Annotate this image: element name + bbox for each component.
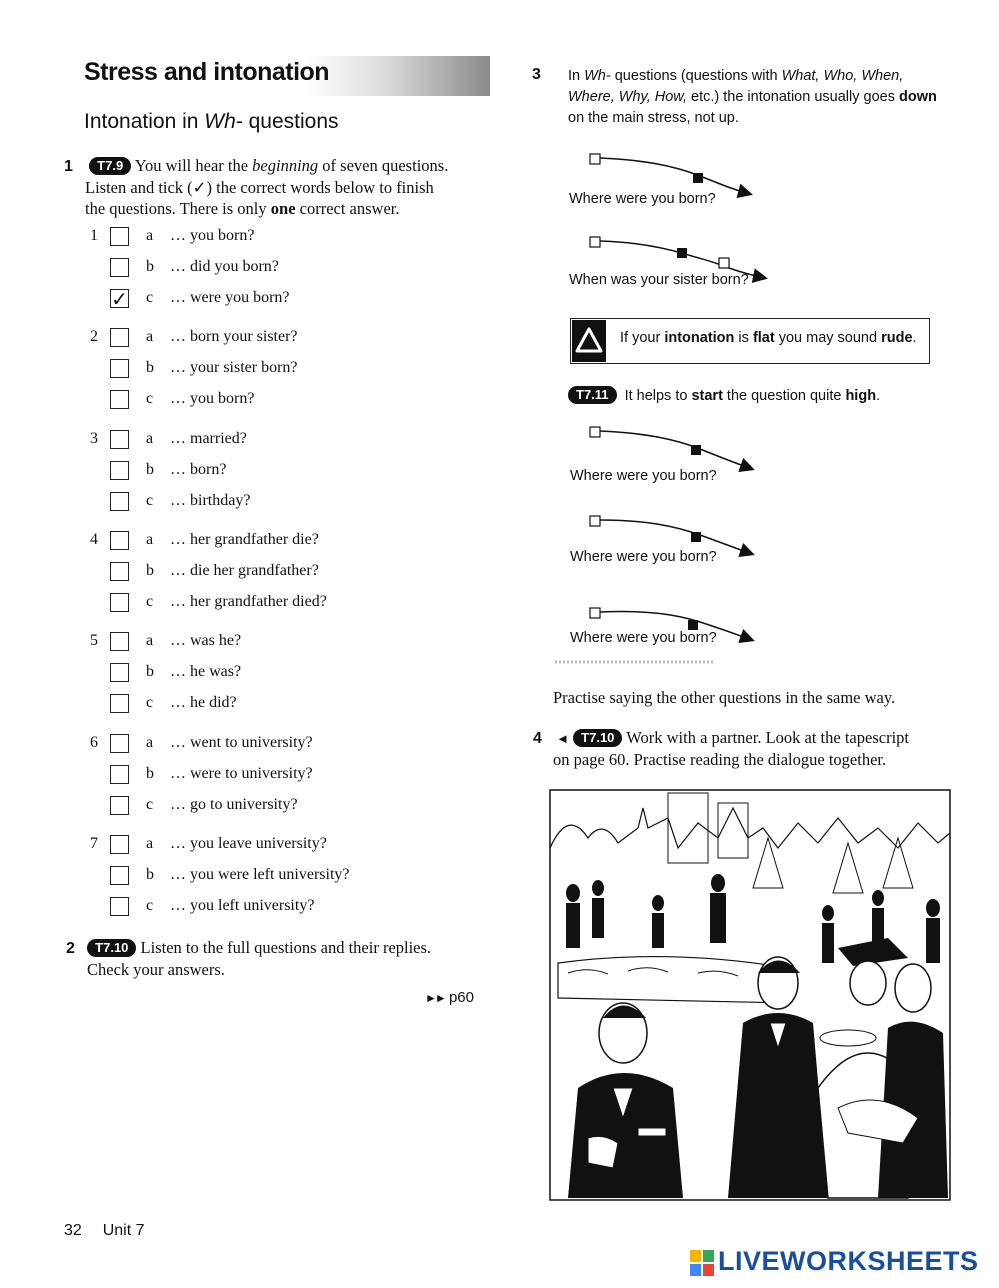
option-letter: a <box>146 430 154 447</box>
page-reference[interactable]: ►► p60 <box>425 989 474 1006</box>
answer-checkbox[interactable] <box>110 492 129 511</box>
check-mark-icon: ✓ <box>111 287 128 311</box>
liveworksheets-logo[interactable]: LIVEWORKSHEETS <box>718 1246 979 1276</box>
option-text: … you left university? <box>170 897 315 914</box>
intonation-arrow <box>590 427 752 469</box>
option-letter: b <box>146 663 154 680</box>
option-letter: a <box>146 835 154 852</box>
question-number: 2 <box>90 328 98 345</box>
answer-checkbox[interactable] <box>110 663 129 682</box>
answer-checkbox[interactable] <box>110 258 129 277</box>
option-text: … were you born? <box>170 289 290 306</box>
answer-checkbox[interactable] <box>110 632 129 651</box>
option-letter: a <box>146 531 154 548</box>
question-number: 3 <box>90 430 98 447</box>
answer-checkbox[interactable] <box>110 734 129 753</box>
exercise-3-text: In Wh- questions (questions with What, Who, When, Where, Why, How, etc.) the intonation usually goes down on the main stress, not up. <box>568 68 937 126</box>
answer-checkbox[interactable] <box>110 694 129 713</box>
option-letter: c <box>146 390 154 407</box>
option-text: … went to university? <box>170 734 313 751</box>
option-letter: c <box>146 492 154 509</box>
example-question: Where were you born? <box>570 468 717 484</box>
option-letter: b <box>146 258 154 275</box>
option-letter: a <box>146 734 154 751</box>
intonation-arrow <box>590 154 750 194</box>
intonation-diagrams <box>555 140 775 670</box>
option-text: … her grandfather died? <box>170 593 327 610</box>
option-letter: c <box>146 694 154 711</box>
option-letter: c <box>146 289 154 306</box>
answer-checkbox[interactable] <box>110 765 129 784</box>
answer-checkbox[interactable] <box>110 390 129 409</box>
option-text: … you born? <box>170 390 255 407</box>
audio-badge[interactable]: T7.9 <box>89 157 131 175</box>
example-question: Where were you born? <box>570 630 717 646</box>
option-text: … her grandfather die? <box>170 531 319 548</box>
option-text: … he was? <box>170 663 242 680</box>
option-text: … was he? <box>170 632 242 649</box>
exercise-number: 1 <box>64 158 73 175</box>
section-subtitle: Intonation in Wh- questions <box>84 110 339 133</box>
audio-badge[interactable]: T7.10 <box>573 729 622 747</box>
question-number: 5 <box>90 632 98 649</box>
answer-checkbox[interactable] <box>110 562 129 581</box>
answer-checkbox[interactable] <box>110 287 129 311</box>
example-question: Where were you born? <box>569 191 716 207</box>
exercise-2-instructions: 2 T7.10 Listen to the full questions and their replies. Check your answers. <box>66 938 432 979</box>
option-text: … born your sister? <box>170 328 298 345</box>
option-text: … born? <box>170 461 227 478</box>
option-text: … did you born? <box>170 258 279 275</box>
unit-label: Unit 7 <box>102 1222 145 1239</box>
option-text: … birthday? <box>170 492 251 509</box>
exercise-number: 3 <box>532 66 541 83</box>
question-number: 1 <box>90 227 98 244</box>
audio-badge[interactable]: T7.10 <box>87 939 136 957</box>
answer-checkbox[interactable] <box>110 796 129 815</box>
warning-text: If your intonation is flat you may sound rude. <box>620 330 917 346</box>
audio-badge[interactable]: T7.11 <box>568 386 617 404</box>
option-letter: a <box>146 227 154 244</box>
option-text: … you born? <box>170 227 255 244</box>
practise-instruction: Practise saying the other questions in the same way. <box>553 688 896 707</box>
page-number: 32 <box>64 1222 82 1239</box>
answer-checkbox[interactable] <box>110 328 129 347</box>
option-letter: b <box>146 562 154 579</box>
exercise-number: 2 <box>66 940 75 957</box>
question-number: 6 <box>90 734 98 751</box>
page-footer <box>64 1222 145 1240</box>
answer-checkbox[interactable] <box>110 227 129 246</box>
option-text: … go to university? <box>170 796 298 813</box>
answer-checkbox[interactable] <box>110 866 129 885</box>
option-text: … die her grandfather? <box>170 562 319 579</box>
answer-checkbox[interactable] <box>110 835 129 854</box>
option-letter: c <box>146 796 154 813</box>
example-question: Where were you born? <box>570 549 717 565</box>
option-text: … you were left university? <box>170 866 350 883</box>
liveworksheets-logo-icon <box>690 1248 716 1278</box>
exercise-1-instructions: 1 T7.9 You will hear the beginning of seven questions. Listen and tick (✓) the correct words below to finish the questions. There is only one correct answer. <box>64 156 449 218</box>
tip-text: T7.11 It helps to start the question quite high. <box>568 386 880 404</box>
option-letter: c <box>146 593 154 610</box>
option-text: … you leave university? <box>170 835 327 852</box>
answer-checkbox[interactable] <box>110 531 129 550</box>
question-number: 7 <box>90 835 98 852</box>
warning-icon <box>572 320 606 362</box>
answer-checkbox[interactable] <box>110 593 129 612</box>
option-letter: b <box>146 461 154 478</box>
answer-checkbox[interactable] <box>110 461 129 480</box>
option-letter: b <box>146 359 154 376</box>
question-number: 4 <box>90 531 98 548</box>
party-illustration <box>548 788 952 1202</box>
exercise-number: 4 <box>533 730 542 747</box>
example-question: When was your sister born? <box>569 272 749 288</box>
option-text: … your sister born? <box>170 359 298 376</box>
option-text: … married? <box>170 430 247 447</box>
exercise-4-instructions: 4 ◄ T7.10 Work with a partner. Look at the tapescript on page 60. Practise reading the dialogue together. <box>533 728 909 769</box>
answer-checkbox[interactable] <box>110 897 129 916</box>
option-letter: b <box>146 765 154 782</box>
option-letter: c <box>146 897 154 914</box>
page-title: Stress and intonation <box>84 58 330 86</box>
answer-checkbox[interactable] <box>110 430 129 449</box>
option-letter: b <box>146 866 154 883</box>
answer-checkbox[interactable] <box>110 359 129 378</box>
option-text: … were to university? <box>170 765 313 782</box>
option-letter: a <box>146 632 154 649</box>
option-letter: a <box>146 328 154 345</box>
option-text: … he did? <box>170 694 237 711</box>
